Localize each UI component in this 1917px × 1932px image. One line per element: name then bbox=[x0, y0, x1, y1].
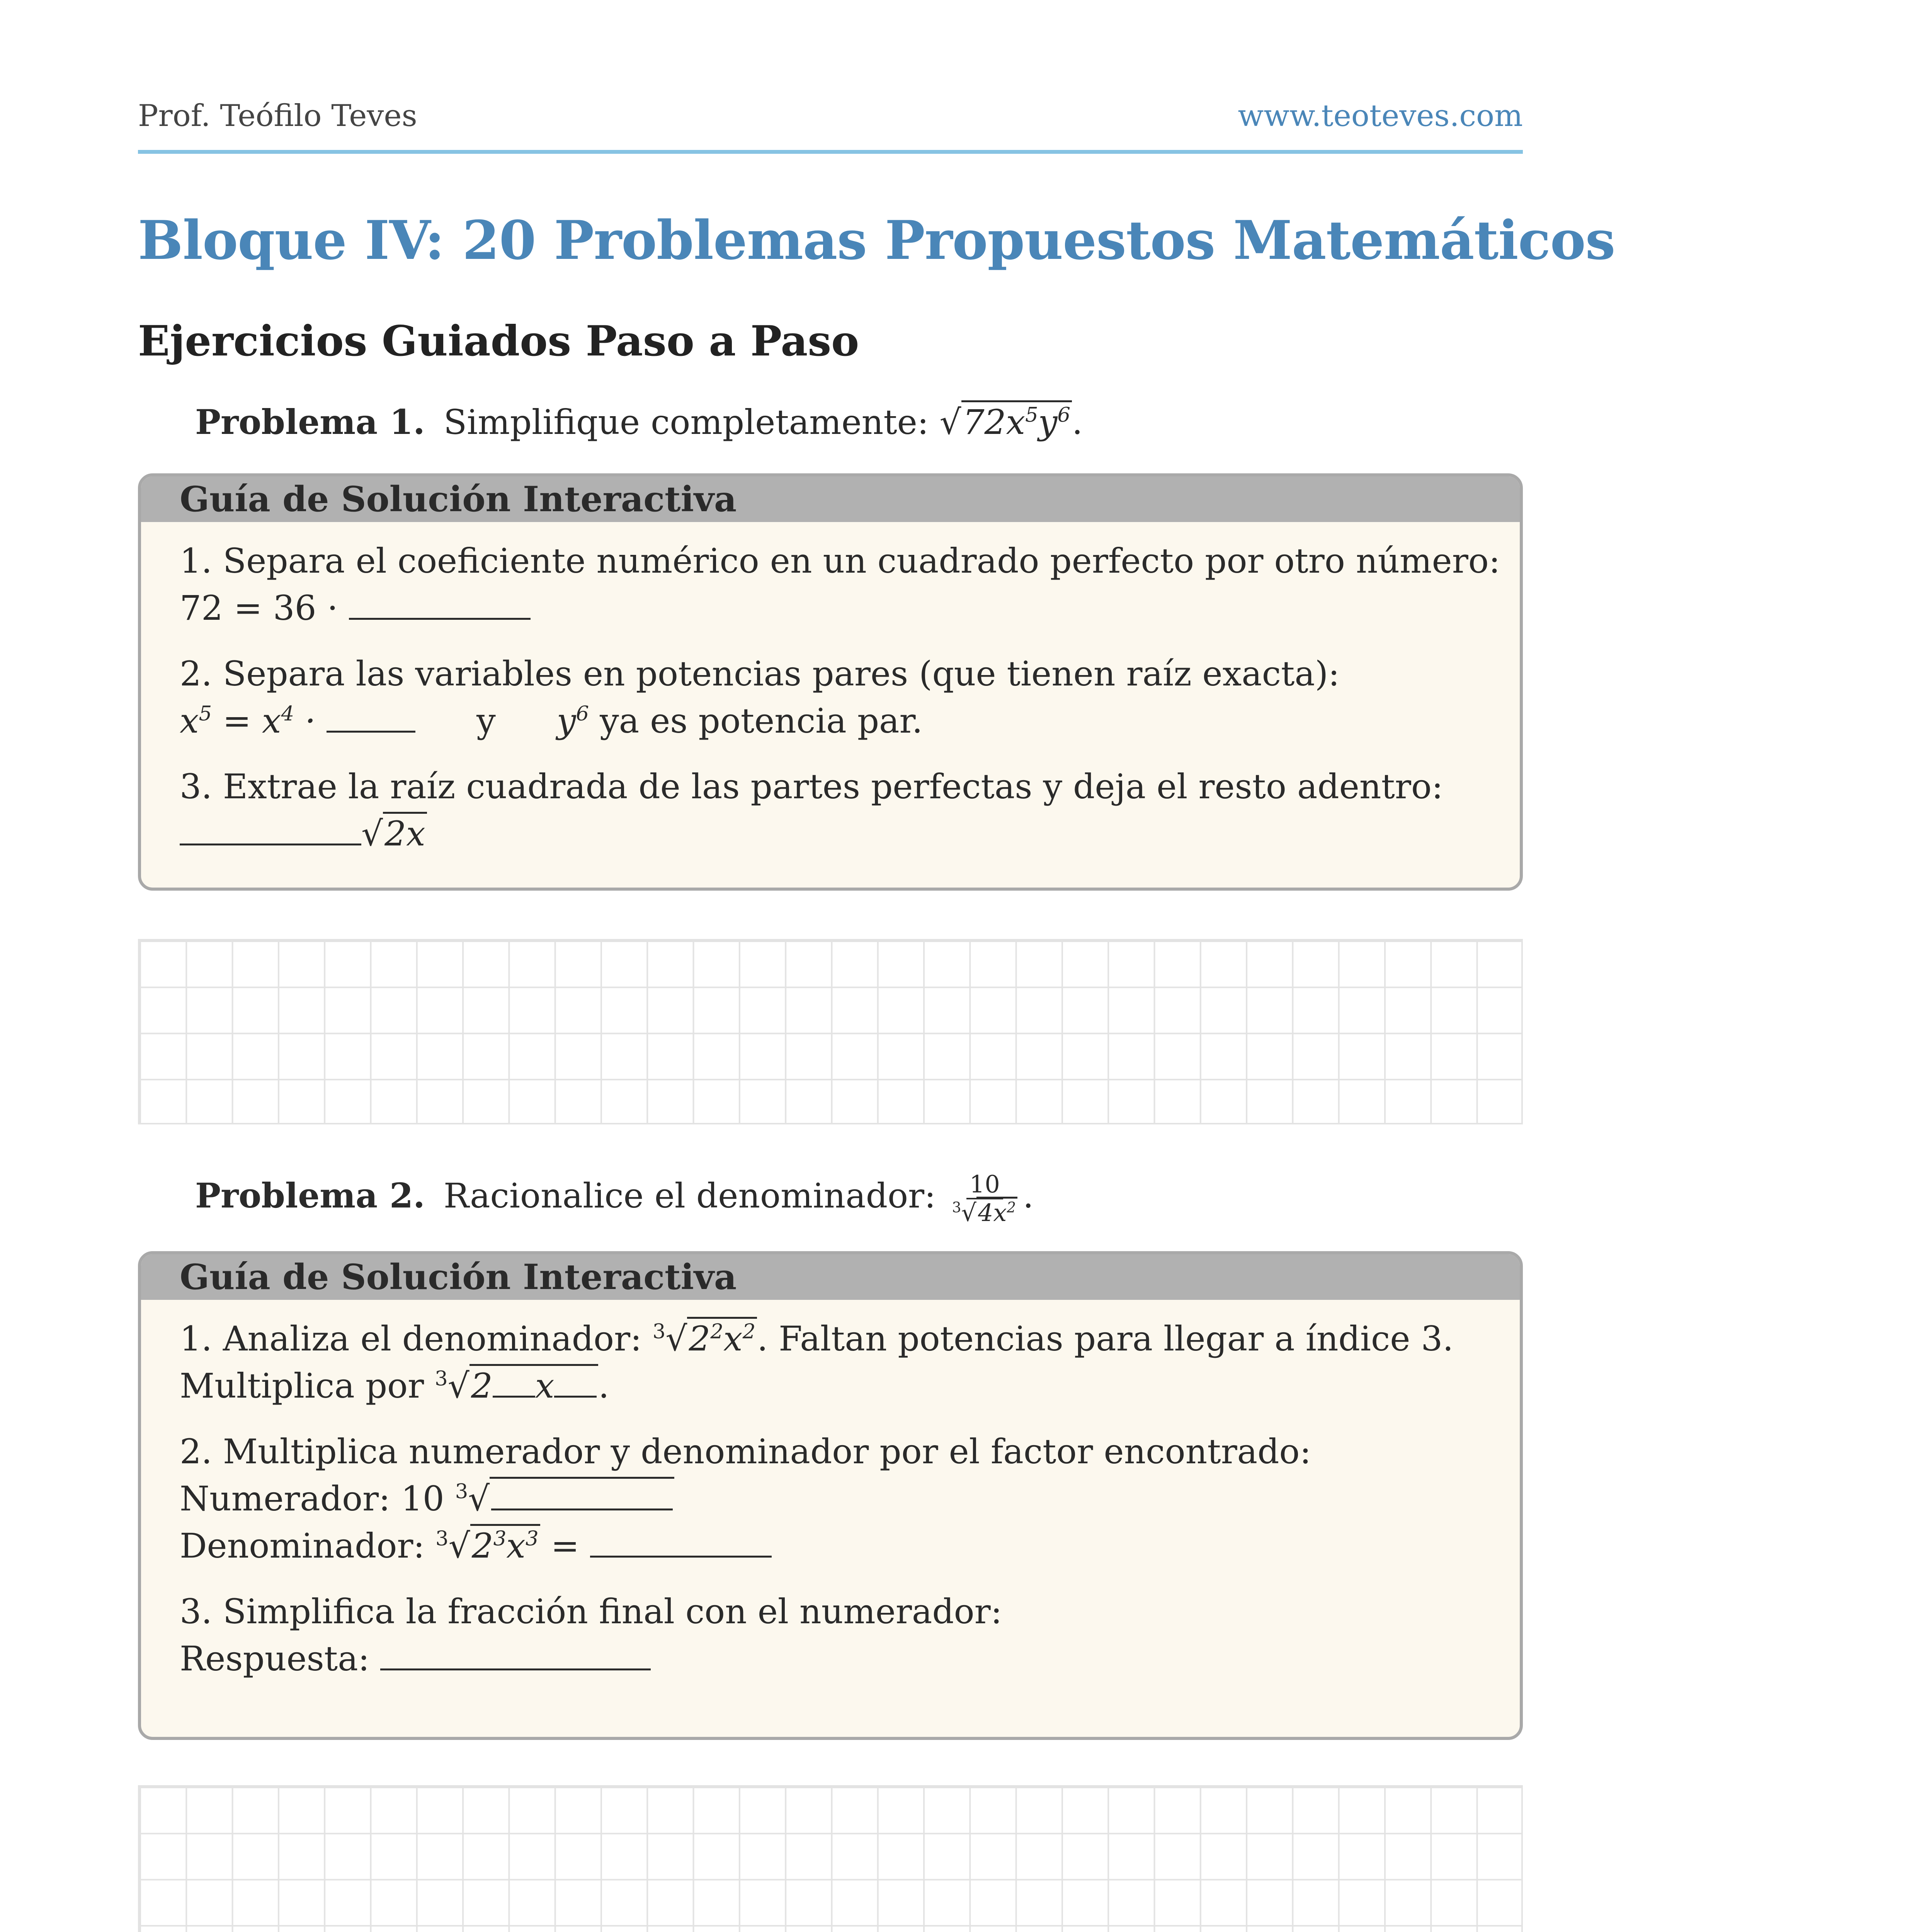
problem-1 bbox=[195, 402, 1083, 442]
guide-1-step-1-equation: 72 = 36 · bbox=[180, 588, 338, 628]
guide-2-step-2-denominator: Denominador: bbox=[180, 1526, 425, 1566]
problem-2-label: Problema 2. bbox=[195, 1175, 425, 1216]
problem-2-expression: $\frac{10}{^3√4x^2}$ bbox=[949, 1171, 1021, 1226]
problem-1-expression: $√72x^5y^6$. bbox=[939, 400, 1083, 442]
guide-2-title: Guía de Solución Interactiva bbox=[141, 1254, 1520, 1300]
answer-blank[interactable] bbox=[380, 1638, 651, 1670]
guide-2-step-2-text: 2. Multiplica numerador y denominador por el factor encontrado: bbox=[180, 1432, 1311, 1471]
guide-1-step-3 bbox=[180, 763, 1481, 857]
guide-2-step-3-text: 3. Simplifica la fracción final con el numerador: bbox=[180, 1592, 1002, 1631]
answer-blank[interactable] bbox=[349, 587, 531, 620]
answer-blank[interactable] bbox=[180, 813, 361, 845]
guide-2-step-1-radical: $^3√2^2x^2$ bbox=[653, 1319, 757, 1359]
problem-2: Problema 2. Racionalice el denominador: $\frac{10}{^3√4x^2}$ . bbox=[195, 1170, 1034, 1227]
guide-box-1 bbox=[138, 473, 1523, 891]
guide-2-step-3 bbox=[180, 1588, 1481, 1682]
guide-2-step-2-numerator: Numerador: 10 bbox=[180, 1479, 444, 1519]
guide-2-step-2-numerator-radical: $^3$√ bbox=[455, 1479, 675, 1519]
header-author: Prof. Teófilo Teves bbox=[138, 99, 417, 133]
answer-blank[interactable] bbox=[327, 700, 415, 733]
guide-1-step-1-text: 1. Separa el coeficiente numérico en un cuadrado perfecto por otro número: bbox=[180, 541, 1500, 581]
work-grid-2[interactable] bbox=[138, 1785, 1523, 1932]
guide-2-step-2-denominator-radical: $^3√2^3x^3$ = bbox=[435, 1526, 579, 1566]
problem-1-label: Problema 1. bbox=[195, 402, 425, 442]
header-rule bbox=[138, 150, 1523, 154]
guide-1-step-3-text: 3. Extrae la raíz cuadrada de las partes perfectas y deja el resto adentro: bbox=[180, 767, 1443, 806]
answer-blank[interactable] bbox=[491, 1478, 673, 1510]
guide-1-step-2-equation: $x^5 = x^4$ · bbox=[180, 701, 316, 741]
page-title: Bloque IV: 20 Problemas Propuestos Matemáticos bbox=[138, 209, 1615, 272]
page-header bbox=[138, 99, 1523, 141]
guide-1-step-2-term: $y^6$ bbox=[556, 701, 589, 741]
guide-1-title: Guía de Solución Interactiva bbox=[141, 476, 1520, 522]
guide-2-step-1-text: 1. Analiza el denominador: bbox=[180, 1319, 642, 1359]
guide-2-step-1 bbox=[180, 1315, 1481, 1410]
guide-2-step-1-factor: $^3$√2 x . bbox=[435, 1366, 609, 1406]
guide-2-step-3-answer-label: Respuesta: bbox=[180, 1639, 370, 1679]
section-title: Ejercicios Guiados Paso a Paso bbox=[138, 317, 859, 366]
guide-2-step-2 bbox=[180, 1428, 1481, 1570]
guide-1-step-2-text: 2. Separa las variables en potencias pares (que tienen raíz exacta): bbox=[180, 654, 1340, 694]
work-grid-1[interactable] bbox=[138, 939, 1523, 1124]
guide-1-step-2 bbox=[180, 650, 1481, 745]
answer-blank[interactable] bbox=[590, 1525, 772, 1558]
guide-1-step-1 bbox=[180, 537, 1500, 632]
guide-1-step-2-and: y bbox=[476, 701, 496, 741]
guide-1-step-3-radical: √2x bbox=[361, 812, 427, 854]
header-website-link[interactable]: www.teoteves.com bbox=[1238, 99, 1523, 133]
problem-1-statement: Simplifique completamente: bbox=[443, 402, 929, 442]
guide-1-step-2-tail: ya es potencia par. bbox=[600, 701, 923, 741]
guide-2-step-1-text-end: . Faltan potencias para llegar a índice 3. bbox=[757, 1319, 1454, 1359]
guide-box-2 bbox=[138, 1251, 1523, 1740]
problem-2-statement: Racionalice el denominador: bbox=[443, 1175, 936, 1216]
guide-2-step-1-multiply: Multiplica por bbox=[180, 1366, 424, 1406]
